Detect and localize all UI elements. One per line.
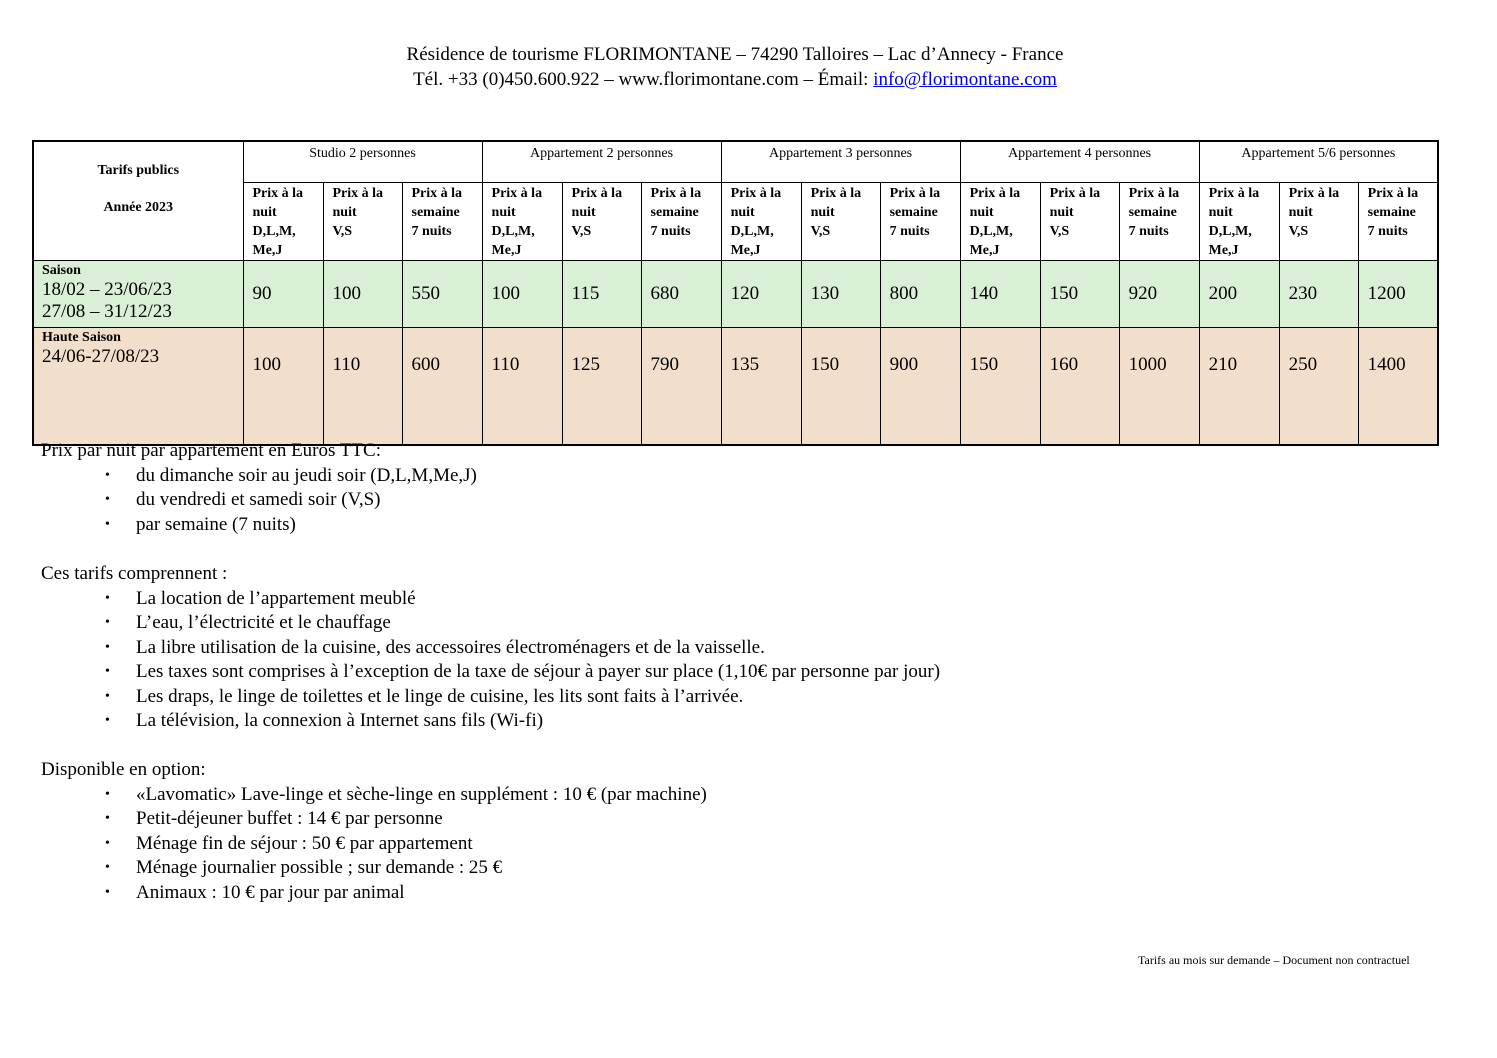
included-item: • Les taxes sont comprises à l’exception de la taxe de séjour à payer sur place (1,10€ par personne par jour) xyxy=(41,660,940,685)
email-link[interactable]: info@florimontane.com xyxy=(873,69,1057,90)
included-item: • La libre utilisation de la cuisine, des accessoires électroménagers et de la vaisselle. xyxy=(41,636,940,661)
subheader-line: nuit xyxy=(332,205,357,220)
option-item: • Animaux : 10 € par jour par animal xyxy=(41,881,707,906)
subheader-line: Prix à la xyxy=(889,186,941,201)
subheader-line: Prix à la xyxy=(730,186,782,201)
table-header-row xyxy=(33,141,1438,183)
table-subheader-row xyxy=(33,183,1438,261)
column-subheader xyxy=(562,183,641,261)
corner-title: Tarifs publics xyxy=(97,163,180,178)
price-cell: 150 xyxy=(801,328,880,446)
subheader-line: Me,J xyxy=(730,243,761,258)
subheader-line: semaine xyxy=(1128,205,1177,220)
season-label-cell xyxy=(33,261,243,328)
season-row xyxy=(33,261,1438,328)
subheader-line: Prix à la xyxy=(1128,186,1180,201)
column-subheader xyxy=(323,183,402,261)
subheader-line: Prix à la xyxy=(411,186,463,201)
subheader-line: Prix à la xyxy=(969,186,1021,201)
price-notes xyxy=(41,439,477,537)
subheader-line: Prix à la xyxy=(1049,186,1101,201)
rates-table xyxy=(32,140,1439,446)
price-cell: 140 xyxy=(960,261,1040,328)
price-cell: 150 xyxy=(1040,261,1119,328)
column-subheader xyxy=(641,183,721,261)
document-header xyxy=(0,42,1470,92)
price-cell: 1400 xyxy=(1358,328,1438,446)
column-subheader xyxy=(482,183,562,261)
included-list xyxy=(41,587,940,734)
price-note-item: • du vendredi et samedi soir (V,S) xyxy=(41,488,477,513)
column-subheader xyxy=(960,183,1040,261)
subheader-line: semaine xyxy=(889,205,938,220)
group-header: Appartement 5/6 personnes xyxy=(1199,141,1438,183)
season-name: Haute Saison xyxy=(42,330,121,345)
price-cell: 200 xyxy=(1199,261,1279,328)
subheader-line: D,L,M, xyxy=(252,224,296,239)
column-subheader xyxy=(402,183,482,261)
price-cell: 250 xyxy=(1279,328,1358,446)
season-row xyxy=(33,328,1438,446)
subheader-line: Prix à la xyxy=(810,186,862,201)
price-note-item: • par semaine (7 nuits) xyxy=(41,513,477,538)
price-cell: 150 xyxy=(960,328,1040,446)
header-line-1: Résidence de tourisme FLORIMONTANE – 74290 Talloires – Lac d’Annecy - France xyxy=(406,44,1064,65)
option-item: • Ménage fin de séjour : 50 € par appartement xyxy=(41,832,707,857)
group-header: Appartement 4 personnes xyxy=(960,141,1199,183)
price-cell: 800 xyxy=(880,261,960,328)
subheader-line: V,S xyxy=(571,224,592,239)
options-list xyxy=(41,783,707,906)
subheader-line: Prix à la xyxy=(491,186,543,201)
subheader-line: Prix à la xyxy=(332,186,384,201)
column-subheader xyxy=(1358,183,1438,261)
price-cell: 125 xyxy=(562,328,641,446)
column-subheader xyxy=(1040,183,1119,261)
price-cell: 230 xyxy=(1279,261,1358,328)
price-cell: 130 xyxy=(801,261,880,328)
subheader-line: semaine xyxy=(411,205,460,220)
subheader-line: D,L,M, xyxy=(969,224,1013,239)
subheader-line: Prix à la xyxy=(650,186,702,201)
subheader-line: semaine xyxy=(1367,205,1416,220)
corner-year: Année 2023 xyxy=(103,200,174,215)
subheader-line: nuit xyxy=(1288,205,1313,220)
contact-info: Tél. +33 (0)450.600.922 – www.florimontane.com – Émail: xyxy=(413,69,874,90)
price-cell: 680 xyxy=(641,261,721,328)
footer-note: Tarifs au mois sur demande – Document non contractuel xyxy=(1138,953,1410,967)
price-notes-title: Prix par nuit par appartement en Euros TTC: xyxy=(41,440,381,461)
subheader-line: Prix à la xyxy=(1208,186,1260,201)
price-cell: 920 xyxy=(1119,261,1199,328)
season-dates: 18/02 – 23/06/23 xyxy=(42,279,172,300)
option-item: • «Lavomatic» Lave-linge et sèche-linge en supplément : 10 € (par machine) xyxy=(41,783,707,808)
table-corner-cell xyxy=(33,141,243,261)
subheader-line: nuit xyxy=(1208,205,1233,220)
price-note-item: • du dimanche soir au jeudi soir (D,L,M,Me,J) xyxy=(41,464,477,489)
subheader-line: 7 nuits xyxy=(889,224,930,239)
options-section xyxy=(41,758,707,905)
subheader-line: semaine xyxy=(650,205,699,220)
subheader-line: Prix à la xyxy=(1367,186,1419,201)
column-subheader xyxy=(880,183,960,261)
subheader-line: nuit xyxy=(810,205,835,220)
subheader-line: nuit xyxy=(571,205,596,220)
price-cell: 900 xyxy=(880,328,960,446)
price-cell: 550 xyxy=(402,261,482,328)
included-item: • L’eau, l’électricité et le chauffage xyxy=(41,611,940,636)
column-subheader xyxy=(721,183,801,261)
price-cell: 100 xyxy=(243,328,323,446)
column-subheader xyxy=(1119,183,1199,261)
price-cell: 210 xyxy=(1199,328,1279,446)
subheader-line: 7 nuits xyxy=(411,224,452,239)
subheader-line: Prix à la xyxy=(571,186,623,201)
column-subheader xyxy=(801,183,880,261)
group-header: Appartement 3 personnes xyxy=(721,141,960,183)
price-cell: 90 xyxy=(243,261,323,328)
included-item: • Les draps, le linge de toilettes et le linge de cuisine, les lits sont faits à l’arrivée. xyxy=(41,685,940,710)
subheader-line: nuit xyxy=(969,205,994,220)
price-cell: 1200 xyxy=(1358,261,1438,328)
column-subheader xyxy=(243,183,323,261)
subheader-line: nuit xyxy=(491,205,516,220)
included-title: Ces tarifs comprennent : xyxy=(41,563,228,584)
price-cell: 1000 xyxy=(1119,328,1199,446)
included-section xyxy=(41,562,940,734)
subheader-line: Me,J xyxy=(491,243,522,258)
subheader-line: 7 nuits xyxy=(650,224,691,239)
price-cell: 110 xyxy=(323,328,402,446)
subheader-line: D,L,M, xyxy=(491,224,535,239)
included-item: • La télévision, la connexion à Internet sans fils (Wi-fi) xyxy=(41,709,940,734)
season-dates: 27/08 – 31/12/23 xyxy=(42,301,172,322)
season-dates: 24/06-27/08/23 xyxy=(42,346,160,367)
season-label-cell xyxy=(33,328,243,446)
subheader-line: nuit xyxy=(730,205,755,220)
price-cell: 160 xyxy=(1040,328,1119,446)
price-cell: 110 xyxy=(482,328,562,446)
subheader-line: V,S xyxy=(1049,224,1070,239)
price-notes-list xyxy=(41,464,477,538)
price-cell: 790 xyxy=(641,328,721,446)
price-cell: 115 xyxy=(562,261,641,328)
option-item: • Petit-déjeuner buffet : 14 € par personne xyxy=(41,807,707,832)
group-header: Appartement 2 personnes xyxy=(482,141,721,183)
subheader-line: V,S xyxy=(810,224,831,239)
subheader-line: 7 nuits xyxy=(1367,224,1408,239)
subheader-line: Prix à la xyxy=(252,186,304,201)
header-line-2 xyxy=(0,67,1470,92)
price-cell: 100 xyxy=(323,261,402,328)
subheader-line: 7 nuits xyxy=(1128,224,1169,239)
price-cell: 100 xyxy=(482,261,562,328)
included-item: • La location de l’appartement meublé xyxy=(41,587,940,612)
subheader-line: Me,J xyxy=(252,243,283,258)
subheader-line: nuit xyxy=(1049,205,1074,220)
subheader-line: nuit xyxy=(252,205,277,220)
options-title: Disponible en option: xyxy=(41,759,206,780)
subheader-line: V,S xyxy=(1288,224,1309,239)
option-item: • Ménage journalier possible ; sur demande : 25 € xyxy=(41,856,707,881)
subheader-line: D,L,M, xyxy=(730,224,774,239)
price-cell: 600 xyxy=(402,328,482,446)
subheader-line: Me,J xyxy=(969,243,1000,258)
column-subheader xyxy=(1279,183,1358,261)
subheader-line: Prix à la xyxy=(1288,186,1340,201)
season-name: Saison xyxy=(42,263,81,278)
price-cell: 120 xyxy=(721,261,801,328)
group-header: Studio 2 personnes xyxy=(243,141,482,183)
column-subheader xyxy=(1199,183,1279,261)
price-cell: 135 xyxy=(721,328,801,446)
subheader-line: Me,J xyxy=(1208,243,1239,258)
subheader-line: D,L,M, xyxy=(1208,224,1252,239)
subheader-line: V,S xyxy=(332,224,353,239)
